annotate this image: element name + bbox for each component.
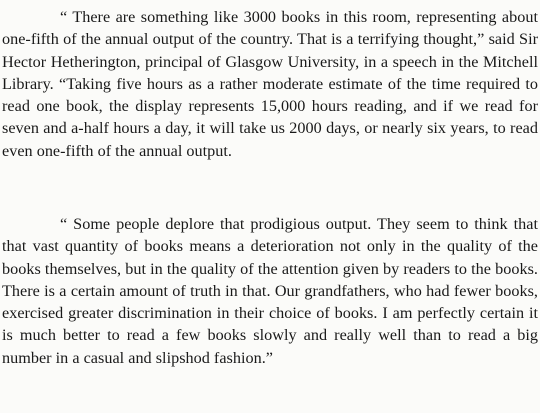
article-paragraph-1: “ There are something like 3000 books in this room, representing about one-fifth of the annual output of the country. That is a terrifying thought,” said Sir Hector Hetherington, principal of Glasgow University, in a speech in the Mitchell Library. “Taking five hours as a rather moderate estimate of the time required to read one book, the display represents 15,000 hours reading, and if we read for seven and a-half hours a day, it will take us 2000 days, or nearly six years, to read even one-fifth of the annual output. xyxy=(2,8,538,160)
article-paragraph-2: “ Some people deplore that prodigious output. They seem to think that that vast quantity of books means a deterioration not only in the quality of the books themselves, but in the quality of the attention given by readers to the books. There is a certain amount of truth in that. Our grandfathers, who had fewer books, exercised greater discrimination in their choice of books. I am perfectly certain it is much better to read a few books slowly and really well than to read a big number in a casual and slipshod fashion.” xyxy=(2,215,538,367)
